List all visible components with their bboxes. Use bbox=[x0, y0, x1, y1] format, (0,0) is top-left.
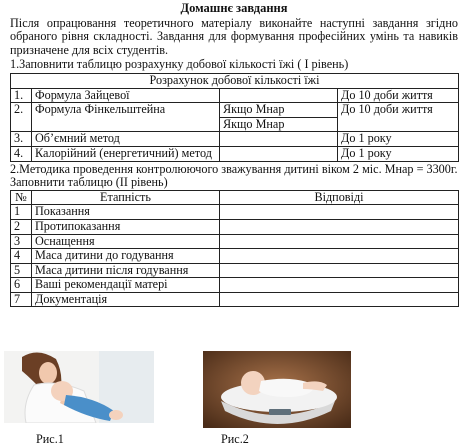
row-number: 1 bbox=[11, 205, 32, 220]
answer-cell[interactable] bbox=[220, 205, 459, 220]
table-row bbox=[11, 234, 459, 249]
table-row bbox=[11, 292, 459, 307]
figure-2-image bbox=[203, 351, 351, 428]
table-header: Розрахунок добової кількості їжі bbox=[11, 73, 459, 88]
row-number: 6 bbox=[11, 278, 32, 293]
table-row bbox=[11, 205, 459, 220]
figure-1-image bbox=[4, 351, 154, 423]
method-cell: Об’ємний метод bbox=[32, 132, 220, 147]
row-number: 4. bbox=[11, 146, 32, 161]
row-number: 3. bbox=[11, 132, 32, 147]
condition-cell[interactable] bbox=[220, 132, 338, 147]
answer-cell[interactable] bbox=[220, 278, 459, 293]
table-row bbox=[11, 249, 459, 264]
table-row bbox=[11, 278, 459, 293]
figure-1-caption: Рис.1 bbox=[36, 432, 64, 446]
figure-2-caption: Рис.2 bbox=[221, 432, 249, 446]
answer-cell[interactable] bbox=[220, 234, 459, 249]
document-page bbox=[10, 2, 458, 307]
answer-cell[interactable] bbox=[220, 263, 459, 278]
column-header: № bbox=[11, 190, 32, 205]
table-header-row bbox=[11, 190, 459, 205]
daily-food-table bbox=[10, 73, 459, 162]
condition-cell[interactable] bbox=[220, 146, 338, 161]
stage-cell: Оснащення bbox=[32, 234, 220, 249]
stage-cell: Протипоказання bbox=[32, 219, 220, 234]
page-title: Домашнє завдання bbox=[180, 1, 288, 15]
figures-area bbox=[0, 351, 448, 447]
table-row bbox=[11, 219, 459, 234]
row-number: 2. bbox=[11, 103, 32, 132]
stage-cell: Ваші рекомендації матері bbox=[32, 278, 220, 293]
limit-cell: До 1 року bbox=[338, 146, 459, 161]
column-header: Відповіді bbox=[220, 190, 459, 205]
method-cell: Формула Зайцевої bbox=[32, 88, 220, 103]
row-number: 4 bbox=[11, 249, 32, 264]
stage-cell: Маса дитини після годування bbox=[32, 263, 220, 278]
baby-scale-photo-icon bbox=[203, 351, 351, 428]
table-row bbox=[11, 132, 459, 147]
stage-cell: Показання bbox=[32, 205, 220, 220]
row-number: 3 bbox=[11, 234, 32, 249]
method-cell: Калорійний (енергетичний) метод bbox=[32, 146, 220, 161]
condition-cell[interactable]: Якщо Мнар bbox=[220, 117, 338, 132]
column-header: Етапність bbox=[32, 190, 220, 205]
stage-cell: Маса дитини до годування bbox=[32, 249, 220, 264]
row-number: 2 bbox=[11, 219, 32, 234]
condition-cell[interactable]: Якщо Мнар bbox=[220, 103, 338, 118]
limit-cell: До 10 доби життя bbox=[338, 88, 459, 103]
weighing-table bbox=[10, 190, 459, 308]
answer-cell[interactable] bbox=[220, 249, 459, 264]
answer-cell[interactable] bbox=[220, 219, 459, 234]
table-row bbox=[11, 263, 459, 278]
limit-cell: До 1 року bbox=[338, 132, 459, 147]
row-number: 5 bbox=[11, 263, 32, 278]
task1-heading: 1.Заповнити таблицю розрахунку добової кількості їжі ( І рівень) bbox=[10, 57, 349, 72]
stage-cell: Документація bbox=[32, 292, 220, 307]
row-number: 7 bbox=[11, 292, 32, 307]
answer-cell[interactable] bbox=[220, 292, 459, 307]
table-row bbox=[11, 88, 459, 103]
condition-cell[interactable] bbox=[220, 88, 338, 103]
table-header-row bbox=[11, 73, 459, 88]
table-row bbox=[11, 146, 459, 161]
method-cell: Формула Фінкельштейна bbox=[32, 103, 220, 132]
limit-cell: До 10 доби життя bbox=[338, 103, 459, 132]
table-row bbox=[11, 103, 459, 118]
breastfeeding-photo-icon bbox=[4, 351, 154, 423]
intro-paragraph: Після опрацювання теоретичного матеріалу виконайте наступні завдання згідно обраного рівня складності. Завдання для формування професійних умінь та навиків призначене для всіх студентів. bbox=[10, 15, 458, 57]
task2-heading: 2.Методика проведення контролюючого зважування дитині віком 2 міс. Мнар = 3300г. Заповнити таблицю (ІІ рівень) bbox=[10, 161, 458, 190]
row-number: 1. bbox=[11, 88, 32, 103]
